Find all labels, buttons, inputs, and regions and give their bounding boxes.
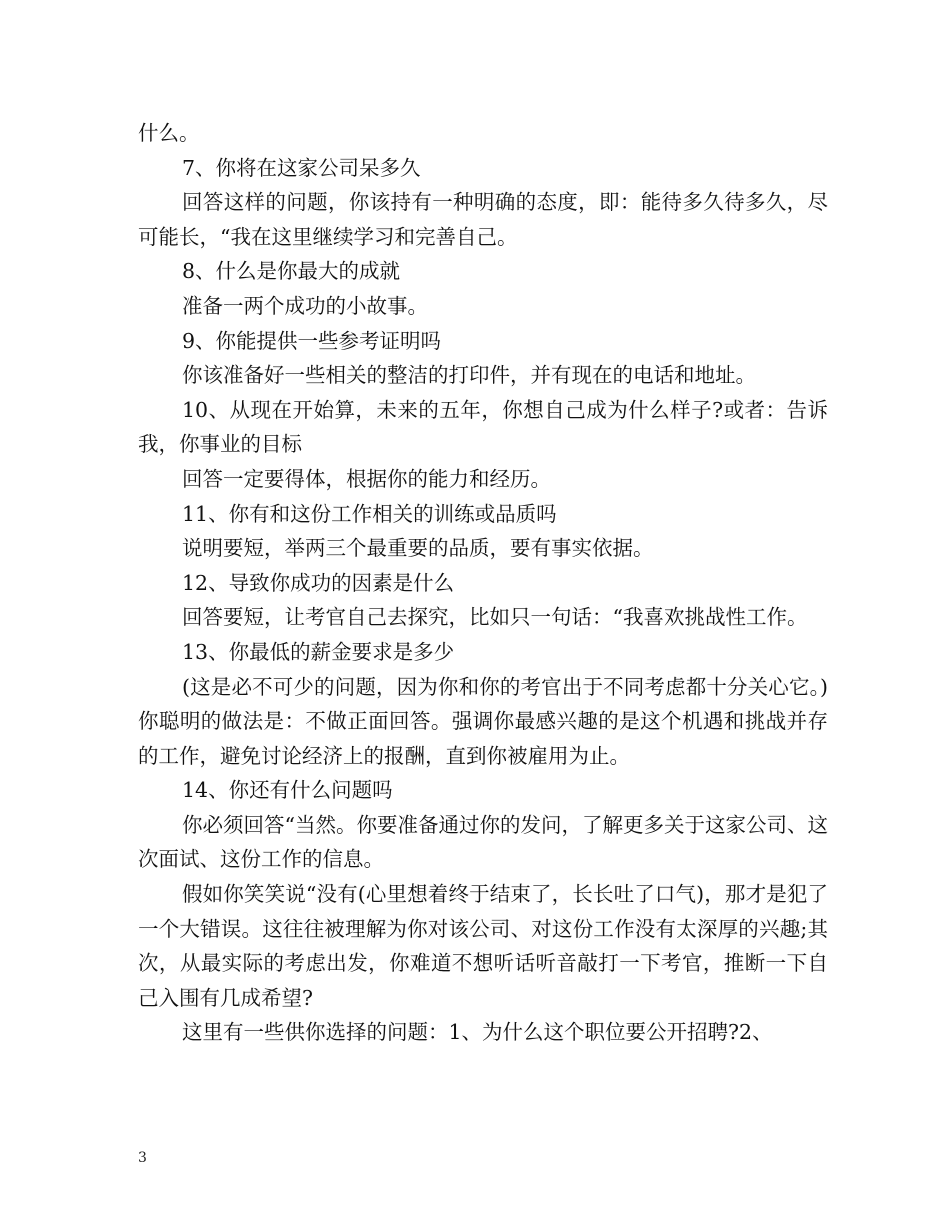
page-number: 3 — [138, 1150, 147, 1166]
paragraph: 7、你将在这家公司呆多久 — [182, 155, 421, 180]
body-text — [138, 116, 828, 1050]
paragraph: 回答一定要得体，根据你的能力和经历。 — [182, 466, 551, 491]
paragraph: (这是必不可少的问题，因为你和你的考官出于不同考虑都十分关心它。)你聪明的做法是：不做正面回答。强调你最感兴趣的是这个机遇和挑战并存的工作，避免讨论经济上的报酬，直到你被雇用为止。 — [138, 674, 828, 768]
paragraph: 说明要短，举两三个最重要的品质，要有事实依据。 — [182, 536, 654, 561]
paragraph: 12、导致你成功的因素是什么 — [182, 570, 455, 595]
paragraph: 10、从现在开始算，未来的五年，你想自己成为什么样子?或者：告诉我，你事业的目标 — [138, 397, 828, 457]
paragraph: 准备一两个成功的小故事。 — [182, 293, 428, 318]
paragraph: 假如你笑笑说“没有(心里想着终于结束了，长长吐了口气)，那才是犯了一个大错误。这往往被理解为你对该公司、对这份工作没有太深厚的兴趣;其次，从最实际的考虑出发，你难道不想听话听音敲打一下考官，推断一下自己入围有几成希望? — [138, 882, 828, 1010]
paragraph: 这里有一些供你选择的问题：1、为什么这个职位要公开招聘?2、 — [182, 1020, 773, 1045]
paragraph: 13、你最低的薪金要求是多少 — [182, 639, 455, 664]
paragraph: 8、什么是你最大的成就 — [182, 259, 401, 284]
paragraph: 14、你还有什么问题吗 — [182, 778, 393, 803]
paragraph: 9、你能提供一些参考证明吗 — [182, 328, 442, 353]
paragraph: 什么。 — [138, 121, 200, 145]
paragraph: 你必须回答“当然。你要准备通过你的发问，了解更多关于这家公司、这次面试、这份工作的信息。 — [138, 812, 828, 872]
paragraph: 11、你有和这份工作相关的训练或品质吗 — [182, 501, 557, 526]
paragraph: 回答这样的问题，你该持有一种明确的态度，即：能待多久待多久，尽可能长，“我在这里继续学习和完善自己。 — [138, 190, 828, 249]
paragraph: 回答要短，让考官自己去探究，比如只一句话：“我喜欢挑战性工作。 — [182, 605, 808, 630]
paragraph: 你该准备好一些相关的整洁的打印件，并有现在的电话和地址。 — [182, 363, 756, 388]
